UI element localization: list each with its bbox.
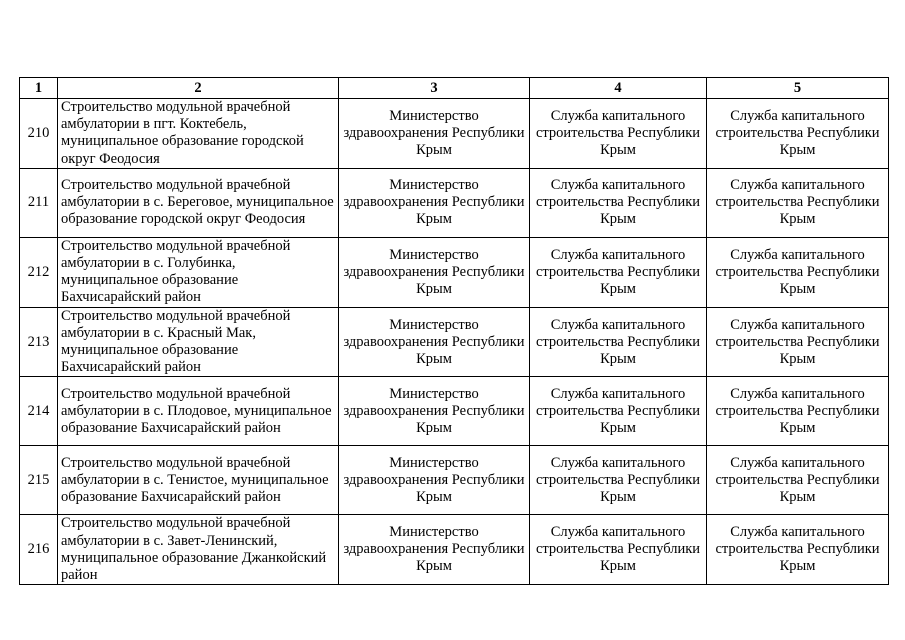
- object-name: [58, 237, 339, 307]
- header-col-4: 4: [530, 78, 707, 99]
- object-name-text: Строительство модульной врачебной амбулатории в с. Красный Мак, муниципальное образование Бахчисарайский район: [61, 307, 291, 376]
- developer-cell: Служба капитального строительства Республики Крым: [530, 515, 707, 585]
- customer-cell: Министерство здравоохранения Республики Крым: [339, 99, 530, 169]
- object-name: [58, 446, 339, 515]
- recipient-cell: Служба капитального строительства Республики Крым: [707, 515, 889, 585]
- object-name: [58, 307, 339, 377]
- developer-cell: Служба капитального строительства Республики Крым: [530, 99, 707, 169]
- header-col-2: 2: [58, 78, 339, 99]
- table-row: [20, 99, 889, 169]
- object-name-text: Строительство модульной врачебной амбулатории в с. Голубинка, муниципальное образование Бахчисарайский район: [61, 237, 291, 306]
- object-name: [58, 515, 339, 585]
- row-number: 216: [20, 515, 58, 585]
- recipient-cell: Служба капитального строительства Республики Крым: [707, 446, 889, 515]
- header-col-1: 1: [20, 78, 58, 99]
- header-col-3: 3: [339, 78, 530, 99]
- object-name: [58, 168, 339, 237]
- customer-cell: Министерство здравоохранения Республики Крым: [339, 168, 530, 237]
- table-row: [20, 168, 889, 237]
- table-body: [20, 99, 889, 585]
- recipient-cell: Служба капитального строительства Республики Крым: [707, 168, 889, 237]
- customer-cell: Министерство здравоохранения Республики Крым: [339, 307, 530, 377]
- row-number: 214: [20, 377, 58, 446]
- row-number: 212: [20, 237, 58, 307]
- table-row: [20, 237, 889, 307]
- table-header: [20, 78, 889, 99]
- table-row: [20, 515, 889, 585]
- table-row: [20, 307, 889, 377]
- customer-cell: Министерство здравоохранения Республики Крым: [339, 237, 530, 307]
- developer-cell: Служба капитального строительства Республики Крым: [530, 237, 707, 307]
- object-name: [58, 377, 339, 446]
- table-row: [20, 446, 889, 515]
- header-col-5: 5: [707, 78, 889, 99]
- customer-cell: Министерство здравоохранения Республики Крым: [339, 515, 530, 585]
- row-number: 215: [20, 446, 58, 515]
- developer-cell: Служба капитального строительства Республики Крым: [530, 446, 707, 515]
- developer-cell: Служба капитального строительства Республики Крым: [530, 377, 707, 446]
- customer-cell: Министерство здравоохранения Республики Крым: [339, 377, 530, 446]
- developer-cell: Служба капитального строительства Республики Крым: [530, 168, 707, 237]
- object-name-text: Строительство модульной врачебной амбулатории в пгт. Коктебель, муниципальное образование городской округ Феодосия: [61, 99, 304, 167]
- document-table: [19, 77, 889, 585]
- recipient-cell: Служба капитального строительства Республики Крым: [707, 307, 889, 377]
- table-row: [20, 377, 889, 446]
- developer-cell: Служба капитального строительства Республики Крым: [530, 307, 707, 377]
- row-number: 211: [20, 168, 58, 237]
- object-name-text: Строительство модульной врачебной амбулатории в с. Тенистое, муниципальное образование Бахчисарайский район: [61, 454, 329, 506]
- row-number: 213: [20, 307, 58, 377]
- object-name-text: Строительство модульной врачебной амбулатории в с. Береговое, муниципальное образование городской округ Феодосия: [61, 177, 334, 228]
- row-number: 210: [20, 99, 58, 169]
- object-name-text: Строительство модульной врачебной амбулатории в с. Плодовое, муниципальное образование Бахчисарайский район: [61, 385, 332, 437]
- recipient-cell: Служба капитального строительства Республики Крым: [707, 377, 889, 446]
- recipient-cell: Служба капитального строительства Республики Крым: [707, 237, 889, 307]
- object-name-text: Строительство модульной врачебной амбулатории в с. Завет-Ленинский, муниципальное образование Джанкойский район: [61, 515, 327, 584]
- header-row: [20, 78, 889, 99]
- object-name: [58, 99, 339, 169]
- recipient-cell: Служба капитального строительства Республики Крым: [707, 99, 889, 169]
- customer-cell: Министерство здравоохранения Республики Крым: [339, 446, 530, 515]
